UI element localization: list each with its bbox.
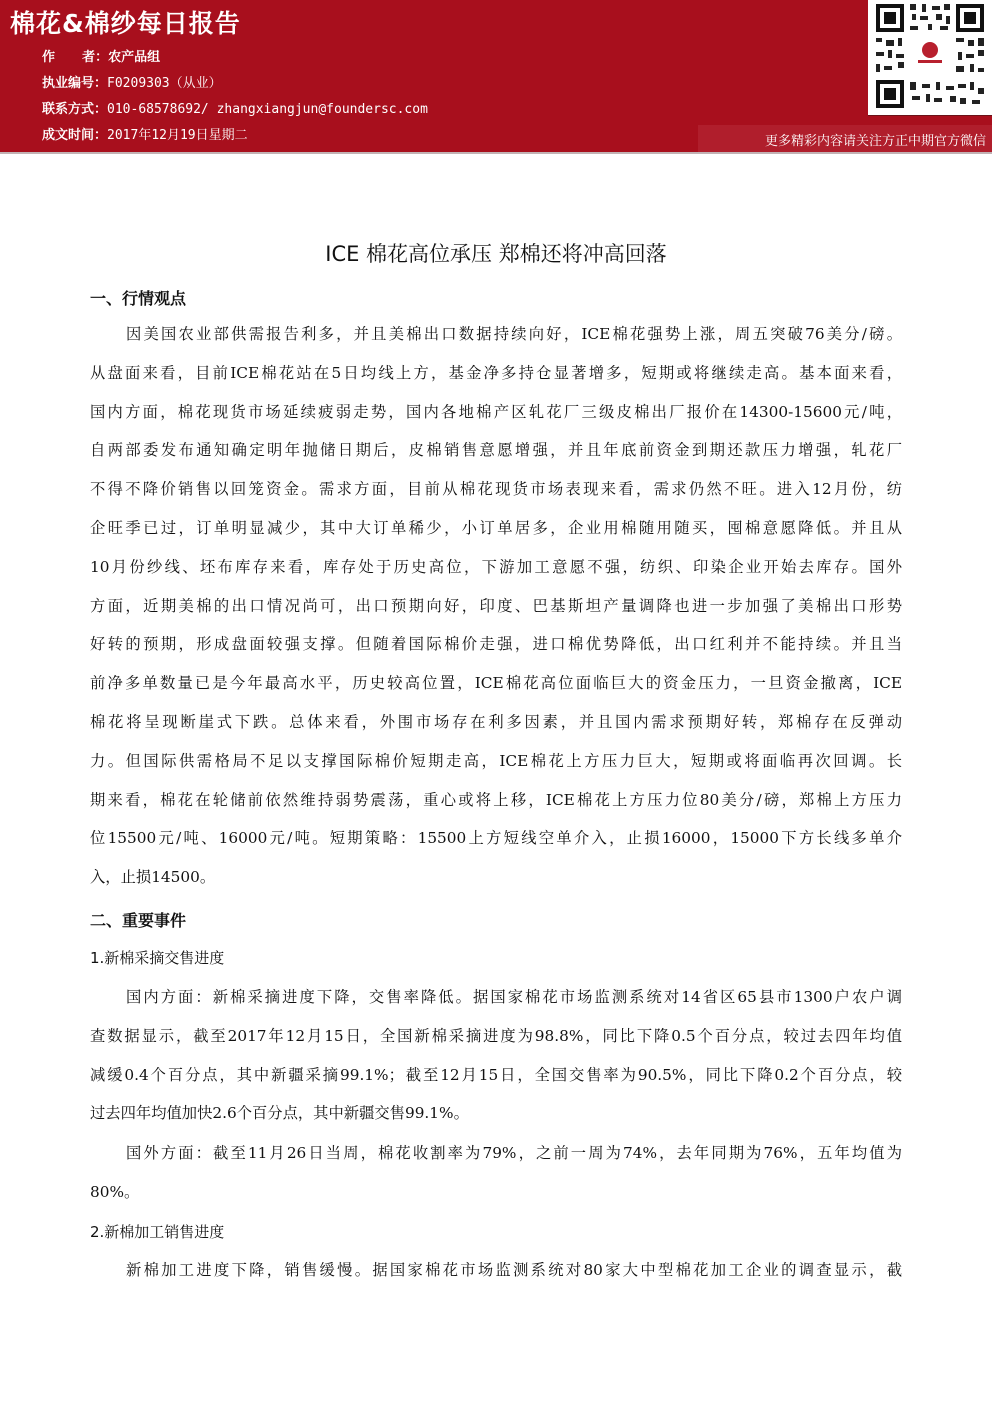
date-row [42, 124, 248, 143]
text-line: 查数据显示，截至2017年12月15日，全国新棉采摘进度为98.8%，同比下降0.5个百分点，较过去四年均值 [90, 1026, 902, 1045]
text-line: 减缓0.4个百分点，其中新疆采摘99.1%；截至12月15日，全国交售率为90.5%，同比下降0.2个百分点，较 [90, 1065, 902, 1084]
harvest-foreign-paragraph [90, 1134, 902, 1212]
follow-text: 更多精彩内容请关注方正中期官方微信 [764, 134, 986, 149]
harvest-domestic-paragraph [90, 978, 902, 1133]
report-series-title: 棉花&棉纱每日报告 [10, 9, 241, 38]
text-line: 力。但国际供需格局不足以支撑国际棉价短期走高，ICE棉花上方压力巨大，短期或将面临再次回调。长 [90, 751, 902, 770]
date-label: 成文时间： [42, 128, 108, 143]
license-value: F0209303（从业） [107, 76, 222, 91]
text-line: 过去四年均值加快2.6个百分点，其中新疆交售99.1%。 [90, 1104, 469, 1123]
license-row [42, 72, 222, 91]
text-line: 棉花将呈现断崖式下跌。总体来看，外围市场存在利多因素，并且国内需求预期好转，郑棉存在反弹动 [90, 712, 902, 731]
text-line: 自两部委发布通知确定明年抛储日期后，皮棉销售意愿增强，并且年底前资金到期还款压力增强，轧花厂 [90, 441, 902, 460]
qr-code-icon [868, 0, 992, 115]
text-line: 因美国农业部供需报告利多，并且美棉出口数据持续向好，ICE棉花强势上涨，周五突破76美分/磅。 [126, 325, 902, 343]
license-label: 执业编号： [42, 76, 108, 91]
subheading-harvest-progress: 1.新棉采摘交售进度 [90, 949, 225, 967]
text-line: 国内方面：新棉采摘进度下降，交售率降低。据国家棉花市场监测系统对14省区65县市1300户农户调 [126, 988, 902, 1006]
document-title: ICE 棉花高位承压 郑棉还将冲高回落 [325, 242, 667, 266]
text-line: 企旺季已过，订单明显减少，其中大订单稀少，小订单居多，企业用棉随用随买，囤棉意愿降低。并且从 [90, 518, 902, 537]
header-divider [0, 152, 992, 154]
contact-label: 联系方式： [42, 102, 108, 117]
section-heading-key-events: 二、重要事件 [90, 911, 187, 930]
date-value: 2017年12月19日星期二 [107, 128, 248, 143]
text-line: 80%。 [90, 1182, 140, 1201]
qr-code [868, 0, 992, 115]
text-line: 期来看，棉花在轮储前依然维持弱势震荡，重心或将上移，ICE棉花上方压力位80美分/磅，郑棉上方压力 [90, 790, 902, 809]
text-line: 前净多单数量已是今年最高水平，历史较高位置，ICE棉花高位面临巨大的资金压力，一旦资金撤离，ICE [90, 674, 902, 693]
text-line: 不得不降价销售以回笼资金。需求方面，目前从棉花现货市场表现来看，需求仍然不旺。进入12月份，纺 [90, 480, 902, 499]
text-line: 位15500元/吨、16000元/吨。短期策略：15500上方短线空单介入，止损16000，15000下方长线多单介 [90, 829, 902, 848]
text-line: 方面，近期美棉的出口情况尚可，出口预期向好，印度、巴基斯坦产量调降也进一步加强了美棉出口形势 [90, 596, 902, 615]
text-line: 10月份纱线、坯布库存来看，库存处于历史高位，下游加工意愿不强，纺织、印染企业开始去库存。国外 [90, 557, 902, 576]
text-line: 国外方面：截至11月26日当周，棉花收割率为79%，之前一周为74%，去年同期为76%，五年均值为 [126, 1144, 902, 1162]
author-value: 农产品组 [108, 50, 161, 65]
text-line: 国内方面，棉花现货市场延续疲弱走势，国内各地棉产区轧花厂三级皮棉出厂报价在14300-15600元/吨， [90, 402, 902, 421]
text-line: 入，止损14500。 [90, 868, 216, 887]
text-line: 新棉加工进度下降，销售缓慢。据国家棉花市场监测系统对80家大中型棉花加工企业的调查显示，截 [126, 1261, 902, 1279]
contact-value[interactable]: 010-68578692/ zhangxiangjun@foundersc.com [107, 102, 428, 117]
author-row [42, 46, 160, 65]
text-line: 好转的预期，形成盘面较强支撑。但随着国际棉价走强，进口棉优势降低，出口红利并不能持续。并且当 [90, 635, 902, 654]
processing-paragraph [90, 1251, 902, 1290]
market-view-paragraph [90, 315, 902, 897]
follow-banner [698, 125, 992, 152]
contact-row [42, 98, 428, 117]
subheading-processing-progress: 2.新棉加工销售进度 [90, 1223, 225, 1241]
section-heading-market-view: 一、行情观点 [90, 289, 187, 308]
author-label: 作 者： [42, 50, 109, 65]
text-line: 从盘面来看，目前ICE棉花站在5日均线上方，基金净多持仓显著增多，短期或将继续走高。基本面来看， [90, 363, 902, 382]
